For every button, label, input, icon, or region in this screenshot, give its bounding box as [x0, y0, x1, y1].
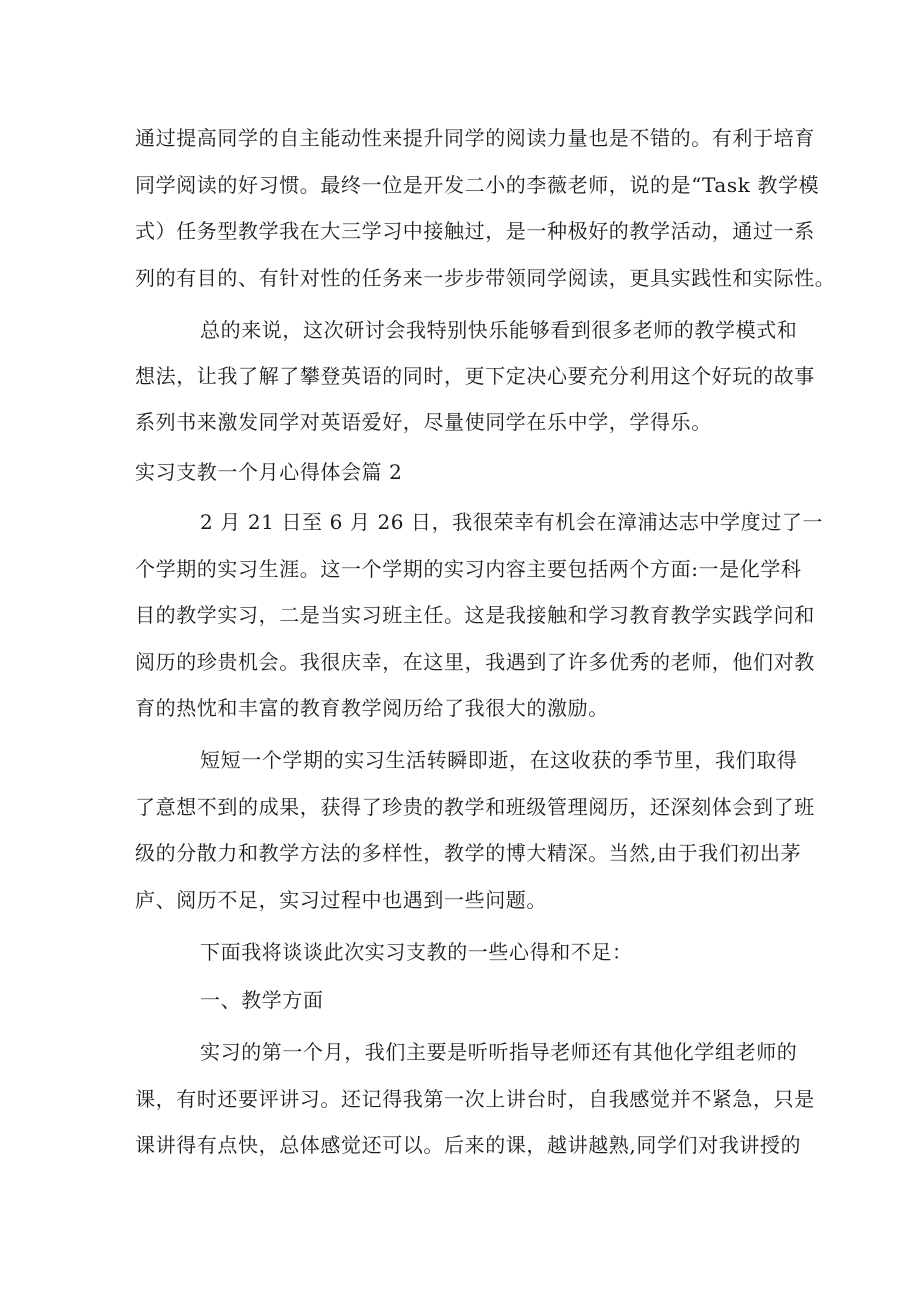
text-line: 阅历的珍贵机会。我很庆幸，在这里，我遇到了许多优秀的老师，他们对教 [135, 650, 815, 674]
subheading: 一、教学方面 [200, 988, 324, 1012]
section-heading: 实习支教一个月心得体会篇 2 [135, 460, 403, 484]
text-line: 庐、阅历不足，实习过程中也遇到一些问题。 [135, 888, 547, 912]
text-line: 2 月 21 日至 6 月 26 日，我很荣幸有机会在漳浦达志中学度过了一 [200, 510, 824, 534]
text-line: 下面我将谈谈此次实习支教的一些心得和不足： [200, 940, 633, 964]
text-line: 列的有目的、有针对性的任务来一步步带领同学阅读，更具实践性和实际性。 [135, 266, 836, 290]
text-line: 式）任务型教学我在大三学习中接触过，是一种极好的教学活动，通过一系 [135, 219, 815, 243]
text-line: 级的分散力和教学方法的多样性，教学的博大精深。当然,由于我们初出茅 [135, 841, 802, 865]
text-line: 短短一个学期的实习生活转瞬即逝，在这收获的季节里，我们取得 [200, 748, 798, 772]
text-line: 育的热忱和丰富的教育教学阅历给了我很大的激励。 [135, 696, 609, 720]
text-line: 课讲得有点快，总体感觉还可以。后来的课，越讲越熟,同学们对我讲授的 [135, 1133, 802, 1157]
text-line: 了意想不到的成果，获得了珍贵的教学和班级管理阅历，还深刻体会到了班 [135, 795, 815, 819]
text-line: 系列书来激发同学对英语爱好，尽量使同学在乐中学，学得乐。 [135, 410, 712, 434]
text-line: 总的来说，这次研讨会我特别快乐能够看到很多老师的教学模式和 [200, 318, 798, 342]
text-line: 实习的第一个月，我们主要是听听指导老师还有其他化学组老师的 [200, 1040, 798, 1064]
text-line: 通过提高同学的自主能动性来提升同学的阅读力量也是不错的。有利于培育 [135, 126, 815, 150]
text-line: 想法，让我了解了攀登英语的同时，更下定决心要充分利用这个好玩的故事 [135, 364, 815, 388]
text-line: 同学阅读的好习惯。最终一位是开发二小的李薇老师，说的是“Task 教学模 [135, 173, 820, 197]
text-line: 课，有时还要评讲习。还记得我第一次上讲台时，自我感觉并不紧急，只是 [135, 1087, 815, 1111]
text-line: 目的教学实习，二是当实习班主任。这是我接触和学习教育教学实践学问和 [135, 603, 815, 627]
text-line: 个学期的实习生涯。这一个学期的实习内容主要包括两个方面:一是化学科 [135, 557, 802, 581]
